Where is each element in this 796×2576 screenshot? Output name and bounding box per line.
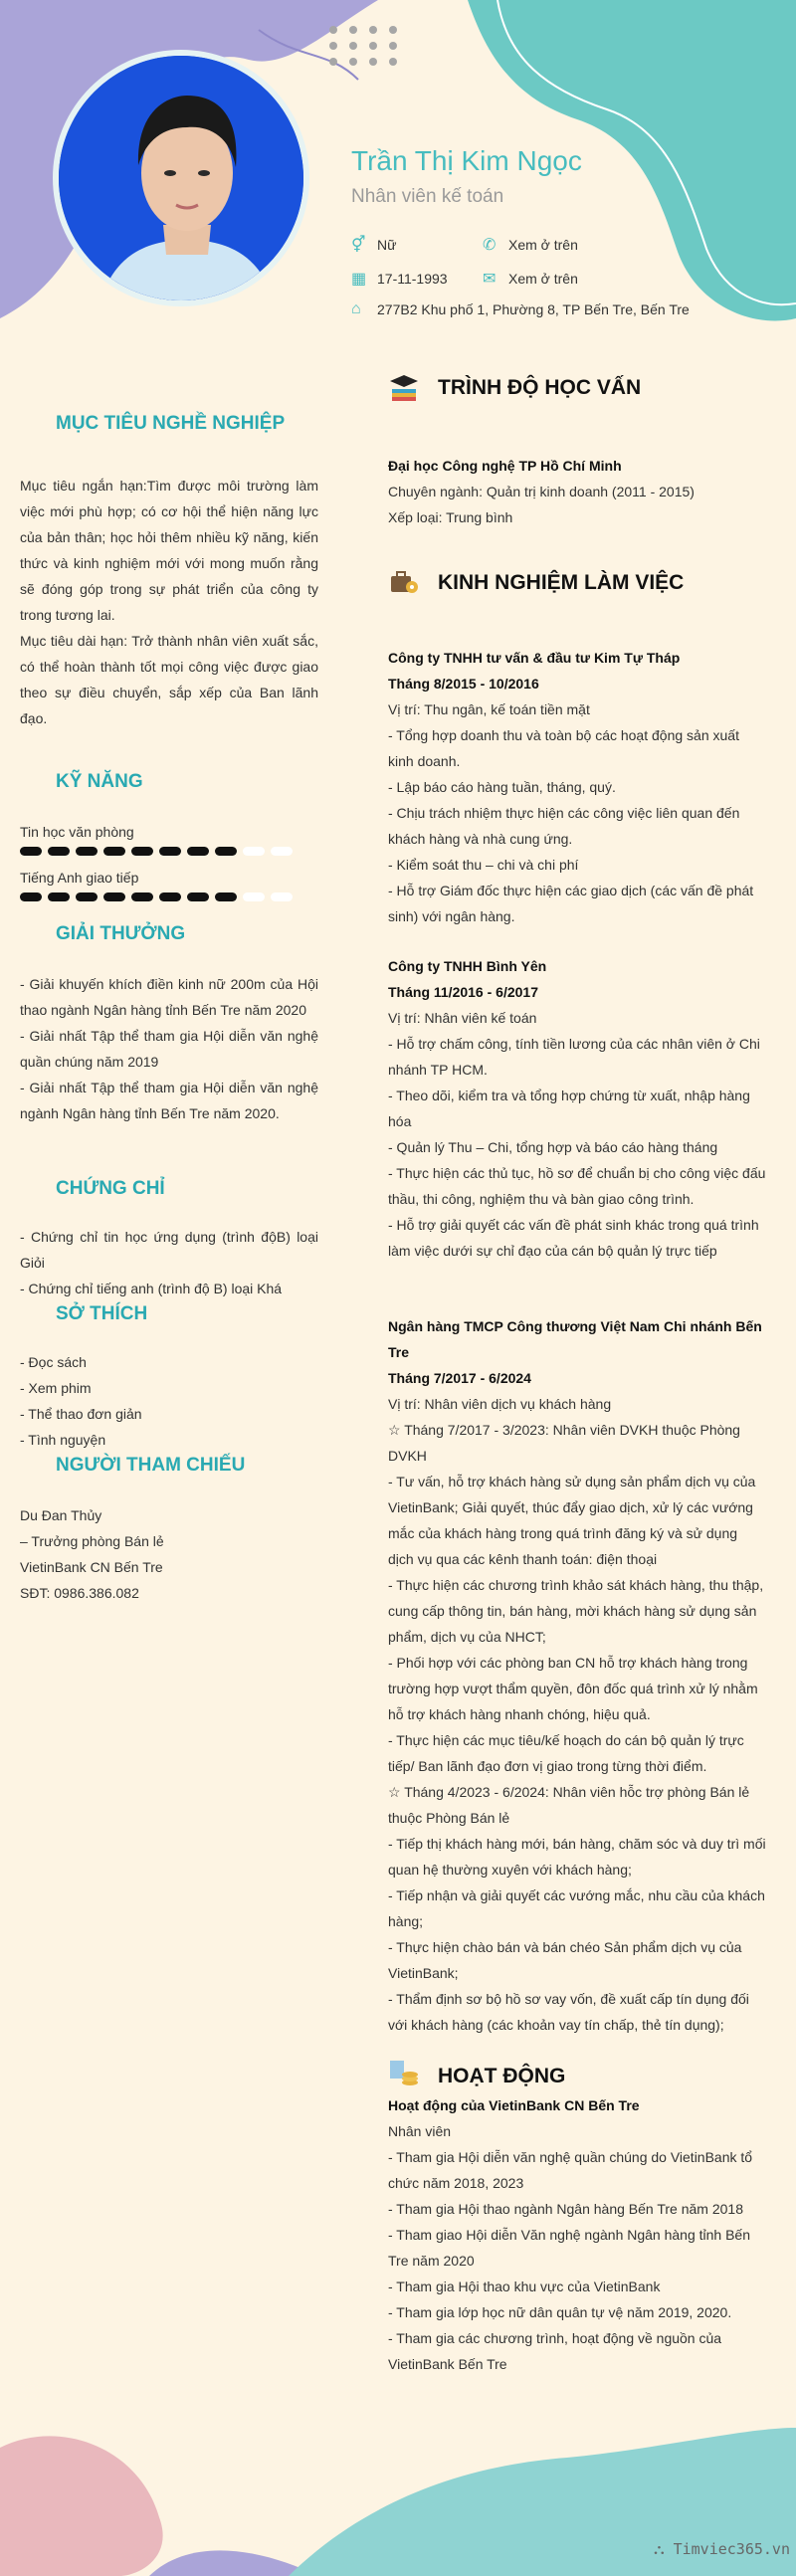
gender-icon: ⚥: [351, 237, 366, 254]
skill-level-segment: [48, 892, 70, 901]
job-block: [388, 645, 766, 929]
skill-level-segment: [20, 892, 42, 901]
skill-level-segment: [243, 847, 265, 856]
job-period: Tháng 8/2015 - 10/2016: [388, 676, 539, 692]
education-major: Chuyên ngành: Quản trị kinh doanh (2011 - 2015): [388, 484, 695, 499]
skill-level-segment: [103, 847, 125, 856]
skill-level-segment: [243, 892, 265, 901]
gender-value: Nữ: [377, 237, 397, 253]
job-line: - Theo dõi, kiểm tra và tổng hợp chứng từ xuất, nhập hàng hóa: [388, 1088, 750, 1129]
activity-line: - Tham gia Hội thao ngành Ngân hàng Bến Tre năm 2018: [388, 2201, 743, 2217]
education-heading-text: TRÌNH ĐỘ HỌC VẤN: [438, 376, 642, 399]
job-line: - Phối hợp với các phòng ban CN hỗ trợ khách hàng trong trường hợp vượt thẩm quyền, đôn đốc quá trình xử lý nhằm hỗ trợ khách hàng nhanh chóng, hiệu quả.: [388, 1655, 758, 1722]
contact-dob: [351, 269, 448, 289]
reference-line: Du Đan Thủy: [20, 1507, 102, 1523]
awards-heading: GIẢI THƯỞNG: [56, 923, 186, 944]
skill-level-segment: [76, 892, 98, 901]
activities-heading: [388, 2065, 565, 2088]
skill-level-segment: [48, 847, 70, 856]
phone-icon: ✆: [483, 237, 497, 254]
graduation-book-icon: [388, 372, 420, 402]
job-line: - Thực hiện các thủ tục, hồ sơ để chuẩn bị cho công việc đấu thầu, thi công, nghiệm thu và bàn giao công trình.: [388, 1165, 766, 1207]
job-line: Vị trí: Thu ngân, kế toán tiền mặt: [388, 701, 590, 717]
skill-level-segment: [159, 892, 181, 901]
contact-email: [483, 269, 578, 289]
activity-line: - Tham giao Hội diễn Văn nghệ ngành Ngân hàng tỉnh Bến Tre năm 2020: [388, 2227, 751, 2269]
activity-line: Nhân viên: [388, 2123, 452, 2139]
job-period: Tháng 11/2016 - 6/2017: [388, 984, 538, 1000]
briefcase-gear-icon: [388, 567, 420, 597]
profile-photo: [53, 50, 309, 306]
skill-level-segment: [103, 892, 125, 901]
skill-level-bar: [20, 847, 293, 856]
job-line: - Hỗ trợ Giám đốc thực hiện các giao dịch (các vấn đề phát sinh) với ngân hàng.: [388, 883, 754, 924]
coins-stack-icon: [388, 2059, 420, 2088]
job-line: - Lập báo cáo hàng tuần, tháng, quý.: [388, 779, 616, 795]
cert-item: - Chứng chỉ tin học ứng dụng (trình độB) loại Giỏi: [20, 1229, 318, 1271]
activity-line: - Tham gia lớp học nữ dân quân tự vệ năm 2019, 2020.: [388, 2304, 732, 2320]
certs-heading: CHỨNG CHỈ: [56, 1178, 165, 1199]
hobbies-list: [20, 1349, 318, 1453]
objective-long-term: Mục tiêu dài hạn: Trở thành nhân viên xuất sắc, có thể hoàn thành tốt mọi công việc được giao theo sự điều chuyển, sắp xếp của Ban lãnh đạo.: [20, 633, 318, 726]
school-name: Đại học Công nghệ TP Hồ Chí Minh: [388, 458, 622, 474]
hobby-item: - Tình nguyện: [20, 1432, 106, 1448]
contact-phone: [483, 235, 578, 255]
objective-heading: MỤC TIÊU NGHỀ NGHIỆP: [56, 413, 286, 434]
watermark: [654, 2540, 790, 2558]
job-company: Ngân hàng TMCP Công thương Việt Nam Chi nhánh Bến Tre: [388, 1318, 762, 1360]
email-value: Xem ở trên: [508, 271, 578, 287]
award-item: - Giải nhất Tập thể tham gia Hội diễn văn nghệ quần chúng năm 2019: [20, 1028, 318, 1070]
job-line: - Hỗ trợ chấm công, tính tiền lương của các nhân viên ở Chi nhánh TP HCM.: [388, 1036, 760, 1078]
hobby-item: - Xem phim: [20, 1380, 92, 1396]
candidate-name: Trần Thị Kim Ngọc: [351, 145, 582, 176]
birthday-cake-icon: ▦: [351, 271, 367, 288]
contact-gender: [351, 235, 396, 255]
job-line: - Tiếp nhận và giải quyết các vướng mắc, nhu cầu của khách hàng;: [388, 1887, 765, 1929]
skill-level-segment: [187, 847, 209, 856]
activities-block: [388, 2092, 766, 2377]
top-dots: [323, 22, 433, 72]
job-period: Tháng 7/2017 - 6/2024: [388, 1370, 531, 1386]
references-list: [20, 1502, 318, 1606]
education-block: [388, 453, 766, 530]
job-line: - Kiểm soát thu – chi và chi phí: [388, 857, 579, 873]
skill-label: Tin học văn phòng: [20, 824, 134, 840]
skill-label: Tiếng Anh giao tiếp: [20, 870, 139, 886]
job-line: - Chịu trách nhiệm thực hiện các công việc liên quan đến khách hàng và nhà cung ứng.: [388, 805, 740, 847]
references-heading: NGƯỜI THAM CHIẾU: [56, 1455, 246, 1476]
job-line: - Tổng hợp doanh thu và toàn bộ các hoạt động sản xuất kinh doanh.: [388, 727, 739, 769]
dob-value: 17-11-1993: [377, 271, 448, 287]
skills-heading: KỸ NĂNG: [56, 771, 143, 792]
job-line: - Thực hiện các mục tiêu/kế hoạch do cán bộ quản lý trực tiếp/ Ban lãnh đạo đơn vị giao trong từng thời điểm.: [388, 1732, 744, 1774]
award-item: - Giải khuyến khích điền kinh nữ 200m của Hội thao ngành Ngân hàng tỉnh Bến Tre năm 2020: [20, 976, 318, 1018]
skill-level-segment: [131, 847, 153, 856]
activity-line: - Tham gia Hội diễn văn nghệ quần chúng do VietinBank tổ chức năm 2018, 2023: [388, 2149, 753, 2191]
job-block: [388, 1313, 766, 2038]
job-line: - Thực hiện các chương trình khảo sát khách hàng, thu thập, cung cấp thông tin, bán hàng, mời khách hàng sử dụng sản phẩm, dịch vụ của NHCT;: [388, 1577, 764, 1645]
reference-line: SĐT: 0986.386.082: [20, 1585, 139, 1601]
skill-level-bar: [20, 892, 293, 901]
award-item: - Giải nhất Tập thể tham gia Hội diễn văn nghệ ngành Ngân hàng tỉnh Bến Tre năm 2020.: [20, 1080, 318, 1121]
experience-heading: [388, 571, 684, 595]
reference-line: – Trưởng phòng Bán lẻ: [20, 1533, 164, 1549]
contact-address: [351, 300, 690, 318]
skill-level-segment: [76, 847, 98, 856]
skill-level-segment: [131, 892, 153, 901]
activity-line: - Tham gia Hội thao khu vực của VietinBank: [388, 2279, 661, 2294]
skill-level-segment: [271, 892, 293, 901]
candidate-title: Nhân viên kế toán: [351, 186, 504, 207]
skill-level-segment: [215, 847, 237, 856]
activities-heading-text: HOẠT ĐỘNG: [438, 2065, 566, 2087]
phone-value: Xem ở trên: [508, 237, 578, 253]
job-line: ☆ Tháng 4/2023 - 6/2024: Nhân viên hỗc trợ phòng Bán lẻ thuộc Phòng Bán lẻ: [388, 1784, 750, 1826]
hobby-item: - Đọc sách: [20, 1354, 87, 1370]
job-line: Vị trí: Nhân viên kế toán: [388, 1010, 537, 1026]
skill-level-segment: [271, 847, 293, 856]
reference-line: VietinBank CN Bến Tre: [20, 1559, 163, 1575]
job-company: Công ty TNHH tư vấn & đầu tư Kim Tự Tháp: [388, 650, 681, 666]
experience-heading-text: KINH NGHIỆM LÀM VIỆC: [438, 571, 685, 594]
home-icon: ⌂: [351, 300, 361, 317]
hobby-item: - Thể thao đơn giản: [20, 1406, 142, 1422]
job-line: - Thẩm định sơ bộ hồ sơ vay vốn, đề xuất cấp tín dụng đối với khách hàng (các khoản vay tín chấp, thẻ tín dụng);: [388, 1991, 749, 2033]
address-value: 277B2 Khu phố 1, Phường 8, TP Bến Tre, Bến Tre: [377, 301, 690, 317]
job-line: - Quản lý Thu – Chi, tổng hợp và báo cáo hàng tháng: [388, 1139, 718, 1155]
objective-short-term: Mục tiêu ngắn hạn:Tìm được môi trường làm việc mới phù hợp; có cơ hội thể hiện năng lực của bản thân; học hỏi thêm nhiều kỹ năng, kiến thức và kinh nghiệm mới với mong muốn rằng sẽ đóng góp trong sự phát triển của công ty trong tương lai.: [20, 478, 318, 623]
job-line: - Hỗ trợ giải quyết các vấn đề phát sinh khác trong quá trình làm việc dưới sự chỉ đạo của cán bộ quản lý trực tiếp: [388, 1217, 759, 1259]
activity-line: - Tham gia các chương trình, hoạt động về nguồn của VietinBank Bến Tre: [388, 2330, 722, 2372]
cert-item: - Chứng chỉ tiếng anh (trình độ B) loại Khá: [20, 1281, 283, 1296]
job-line: - Tư vấn, hỗ trợ khách hàng sử dụng sản phẩm dịch vụ của VietinBank; Giải quyết, thúc đẩy giao dịch, xử lý các vướng mắc của khách hàng trong quá trình đăng ký và sử dụng dịch vụ qua các kênh thanh toán: điện thoại: [388, 1474, 756, 1567]
job-line: - Tiếp thị khách hàng mới, bán hàng, chăm sóc và duy trì mối quan hệ thường xuyên với khách hàng;: [388, 1836, 766, 1878]
education-heading: [388, 376, 641, 400]
job-line: - Thực hiện chào bán và bán chéo Sản phẩm dịch vụ của VietinBank;: [388, 1939, 742, 1981]
watermark-icon: ⛬: [654, 2540, 674, 2558]
objective-text: [20, 473, 318, 731]
skill-level-segment: [187, 892, 209, 901]
skill-level-segment: [20, 847, 42, 856]
certs-list: [20, 1224, 318, 1301]
job-line: Vị trí: Nhân viên dịch vụ khách hàng: [388, 1396, 612, 1412]
job-block: [388, 953, 766, 1264]
job-line: ☆ Tháng 7/2017 - 3/2023: Nhân viên DVKH thuộc Phòng DVKH: [388, 1422, 740, 1464]
education-rank: Xếp loại: Trung bình: [388, 509, 513, 525]
hobbies-heading: SỞ THÍCH: [56, 1303, 148, 1324]
skill-level-segment: [159, 847, 181, 856]
activities-org: Hoạt động của VietinBank CN Bến Tre: [388, 2097, 640, 2113]
job-company: Công ty TNHH Bình Yên: [388, 958, 547, 974]
envelope-icon: ✉: [483, 271, 497, 288]
watermark-text: Timviec365.vn: [673, 2540, 790, 2558]
awards-list: [20, 971, 318, 1126]
skill-level-segment: [215, 892, 237, 901]
